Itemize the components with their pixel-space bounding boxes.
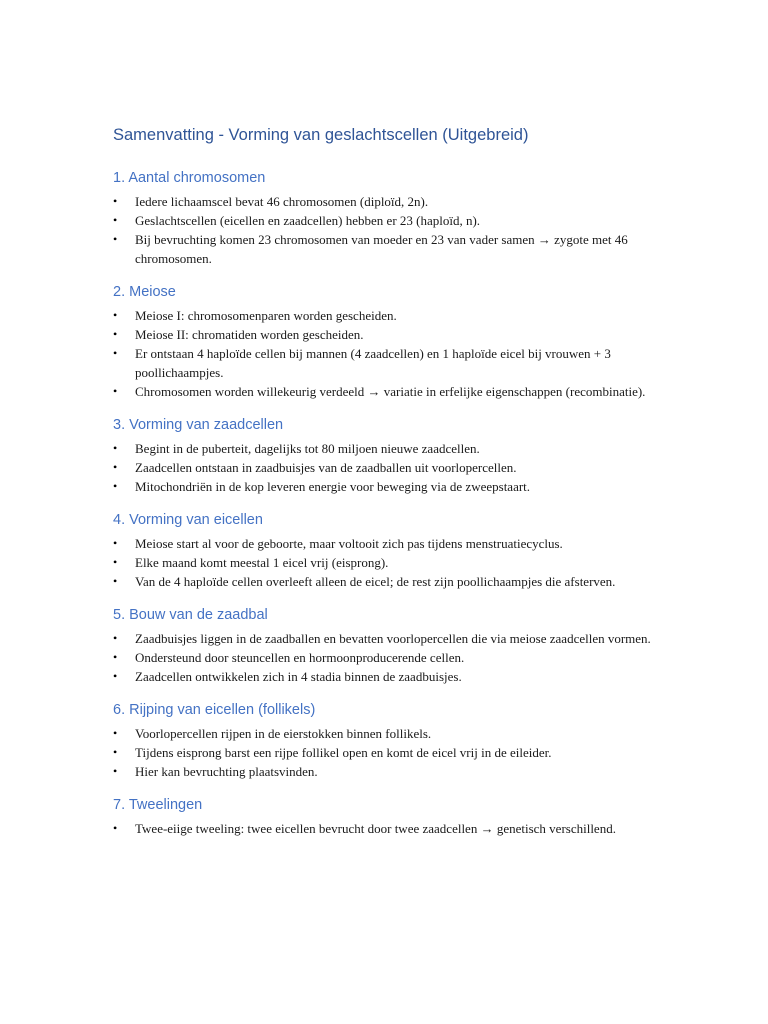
list-item-text: Chromosomen worden willekeurig verdeeld → variatie in erfelijke eigenschappen (recombinatie). (135, 384, 646, 399)
section (113, 282, 658, 401)
bullet-list (113, 439, 658, 496)
section (113, 415, 658, 496)
section-heading: 7. Tweelingen (113, 797, 203, 813)
bullet-icon: • (113, 327, 118, 341)
list-item (113, 743, 658, 762)
bullet-list (113, 724, 658, 781)
bullet-icon: • (113, 460, 118, 474)
section (113, 510, 658, 591)
list-item (113, 382, 658, 401)
section-heading: 3. Vorming van zaadcellen (113, 417, 284, 433)
bullet-icon: • (113, 232, 118, 246)
bullet-icon: • (113, 346, 118, 360)
bullet-icon: • (113, 536, 118, 550)
bullet-icon: • (113, 213, 118, 227)
list-item (113, 553, 658, 572)
bullet-icon: • (113, 650, 118, 664)
list-item (113, 192, 658, 211)
section-heading: 2. Meiose (113, 284, 176, 300)
sections-container (113, 168, 658, 838)
bullet-icon: • (113, 384, 118, 398)
list-item (113, 648, 658, 667)
list-item (113, 534, 658, 553)
list-item-text: Zaadcellen ontstaan in zaadbuisjes van de zaadballen uit voorlopercellen. (135, 460, 517, 475)
list-item-text: Meiose I: chromosomenparen worden gescheiden. (135, 308, 397, 323)
list-item (113, 211, 658, 230)
bullet-icon: • (113, 631, 118, 645)
section-heading: 5. Bouw van de zaadbal (113, 607, 268, 623)
section (113, 700, 658, 781)
bullet-icon: • (113, 745, 118, 759)
bullet-icon: • (113, 669, 118, 683)
list-item (113, 439, 658, 458)
list-item (113, 667, 658, 686)
list-item-text: Zaadbuisjes liggen in de zaadballen en bevatten voorlopercellen die via meiose zaadcellen vormen. (135, 631, 651, 646)
section-heading: 1. Aantal chromosomen (113, 170, 266, 186)
list-item (113, 762, 658, 781)
list-item (113, 325, 658, 344)
document-title: Samenvatting - Vorming van geslachtscellen (Uitgebreid) (113, 126, 529, 144)
list-item-text: Voorlopercellen rijpen in de eierstokken binnen follikels. (135, 726, 432, 741)
list-item-text: Meiose start al voor de geboorte, maar voltooit zich pas tijdens menstruatiecyclus. (135, 536, 563, 551)
bullet-icon: • (113, 726, 118, 740)
section-heading: 4. Vorming van eicellen (113, 512, 263, 528)
bullet-icon: • (113, 574, 118, 588)
list-item-text: Van de 4 haploïde cellen overleeft alleen de eicel; de rest zijn poollichaampjes die afsterven. (135, 574, 616, 589)
list-item-text: Bij bevruchting komen 23 chromosomen van moeder en 23 van vader samen → zygote met 46 chromosomen. (135, 232, 628, 266)
list-item (113, 819, 658, 838)
bullet-list (113, 819, 658, 838)
bullet-icon: • (113, 764, 118, 778)
bullet-icon: • (113, 479, 118, 493)
list-item-text: Hier kan bevruchting plaatsvinden. (135, 764, 318, 779)
list-item (113, 458, 658, 477)
list-item-text: Zaadcellen ontwikkelen zich in 4 stadia binnen de zaadbuisjes. (135, 669, 462, 684)
bullet-icon: • (113, 555, 118, 569)
bullet-list (113, 534, 658, 591)
section (113, 168, 658, 268)
bullet-icon: • (113, 308, 118, 322)
section-heading: 6. Rijping van eicellen (follikels) (113, 702, 316, 718)
list-item-text: Ondersteund door steuncellen en hormoonproducerende cellen. (135, 650, 465, 665)
list-item (113, 724, 658, 743)
list-item-text: Er ontstaan 4 haploïde cellen bij mannen (4 zaadcellen) en 1 haploïde eicel bij vrouwen + 3 poollichaampjes. (135, 346, 611, 380)
list-item (113, 477, 658, 496)
list-item (113, 230, 658, 268)
list-item-text: Tijdens eisprong barst een rijpe follikel open en komt de eicel vrij in de eileider. (135, 745, 552, 760)
bullet-icon: • (113, 441, 118, 455)
document-content (113, 124, 658, 852)
bullet-list (113, 629, 658, 686)
list-item (113, 629, 658, 648)
list-item-text: Begint in de puberteit, dagelijks tot 80 miljoen nieuwe zaadcellen. (135, 441, 480, 456)
list-item-text: Meiose II: chromatiden worden gescheiden. (135, 327, 364, 342)
section (113, 605, 658, 686)
list-item-text: Mitochondriën in de kop leveren energie voor beweging via de zweepstaart. (135, 479, 531, 494)
list-item-text: Geslachtscellen (eicellen en zaadcellen) hebben er 23 (haploïd, n). (135, 213, 481, 228)
bullet-icon: • (113, 821, 118, 835)
list-item (113, 344, 658, 382)
bullet-list (113, 192, 658, 268)
list-item (113, 572, 658, 591)
bullet-list (113, 306, 658, 401)
section (113, 795, 658, 838)
list-item-text: Twee-eiige tweeling: twee eicellen bevrucht door twee zaadcellen → genetisch verschillend. (135, 821, 616, 836)
list-item (113, 306, 658, 325)
bullet-icon: • (113, 194, 118, 208)
list-item-text: Iedere lichaamscel bevat 46 chromosomen (diploïd, 2n). (135, 194, 429, 209)
list-item-text: Elke maand komt meestal 1 eicel vrij (eisprong). (135, 555, 389, 570)
